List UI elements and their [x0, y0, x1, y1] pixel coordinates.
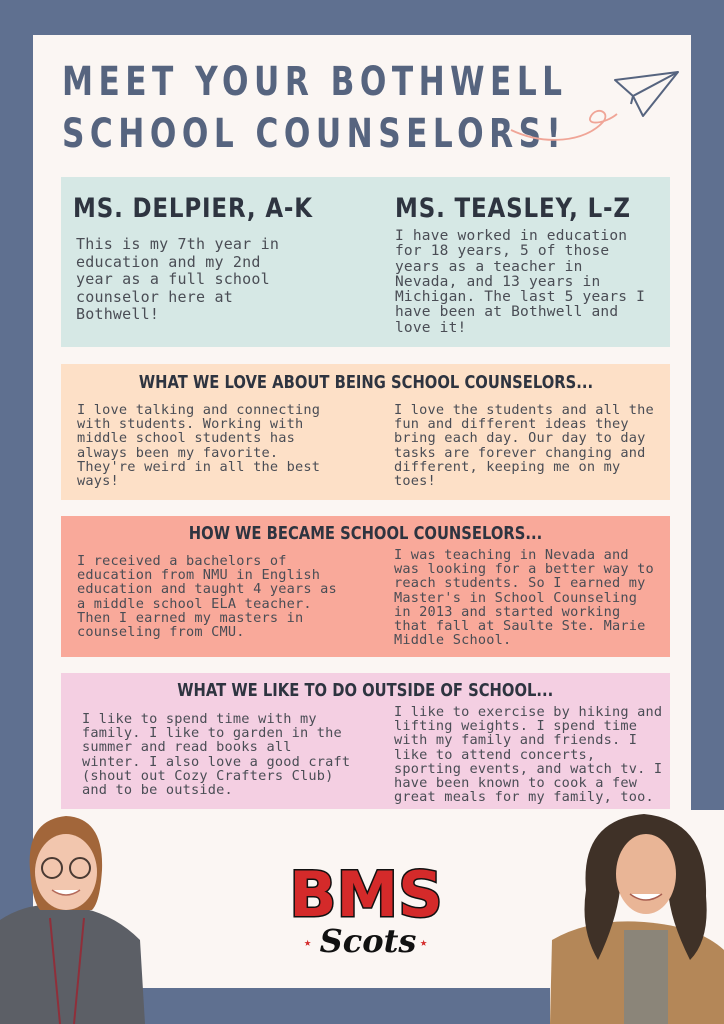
star-left-icon: ★: [304, 935, 312, 949]
counselor-name-teasley: MS. TEASLEY, L-Z: [395, 193, 631, 224]
counselor-name-delpier: MS. DELPIER, A-K: [73, 193, 313, 224]
intro-teasley: I have worked in education for 18 years, 5 of those years as a teacher in Nevada, and 13 years in Michigan. The last 5 years I have been at Bothwell and love it!: [395, 228, 646, 336]
section-love-left: I love talking and connecting with students. Working with middle school students has always been my favorite. They're weird in all the best ways!: [77, 402, 321, 490]
section-love-right: I love the students and all the fun and different ideas they bring each day. Our day to day tasks are forever changing and different, keeping me on my toes!: [394, 402, 654, 490]
paper-plane-icon: [505, 66, 685, 150]
section-became-right: I was teaching in Nevada and was looking for a better way to reach students. So I earned my Master's in School Counseling in 2013 and started working that fall at Saulte Ste. Marie Middle School.: [394, 547, 654, 649]
intro-delpier: This is my 7th year in education and my 2nd year as a full school counselor here at Bothwell!: [76, 235, 280, 323]
section-love-heading: WHAT WE LOVE ABOUT BEING SCHOOL COUNSELORS...: [138, 372, 593, 393]
section-became-left: I received a bachelors of education from NMU in English education and taught 4 years as a middle school ELA teacher. Then I earned my masters in counseling from CMU.: [77, 553, 337, 641]
photo-ms-teasley: [550, 810, 724, 1024]
star-right-icon: ★: [420, 935, 428, 949]
bms-scots-logo: [286, 840, 446, 966]
section-outside-left: I like to spend time with my family. I like to garden in the summer and read books all winter. I also love a good craft (shout out Cozy Crafters Club) and to be outside.: [82, 711, 351, 799]
photo-ms-delpier: [0, 810, 145, 1024]
section-outside-right: I like to exercise by hiking and lifting weights. I spend time with my family and friends. I like to attend concerts, sporting events, and watch tv. I have been known to cook a few great meals for my family, too.: [394, 704, 663, 806]
logo-letters: BMS: [289, 858, 443, 931]
title-line-1: MEET YOUR BOTHWELL: [62, 59, 568, 105]
section-became-heading: HOW WE BECAME SCHOOL COUNSELORS...: [188, 523, 543, 544]
section-outside-heading: WHAT WE LIKE TO DO OUTSIDE OF SCHOOL...: [177, 680, 554, 701]
title-line-2: SCHOOL COUNSELORS!: [62, 111, 567, 157]
logo-script: Scots: [319, 922, 417, 960]
